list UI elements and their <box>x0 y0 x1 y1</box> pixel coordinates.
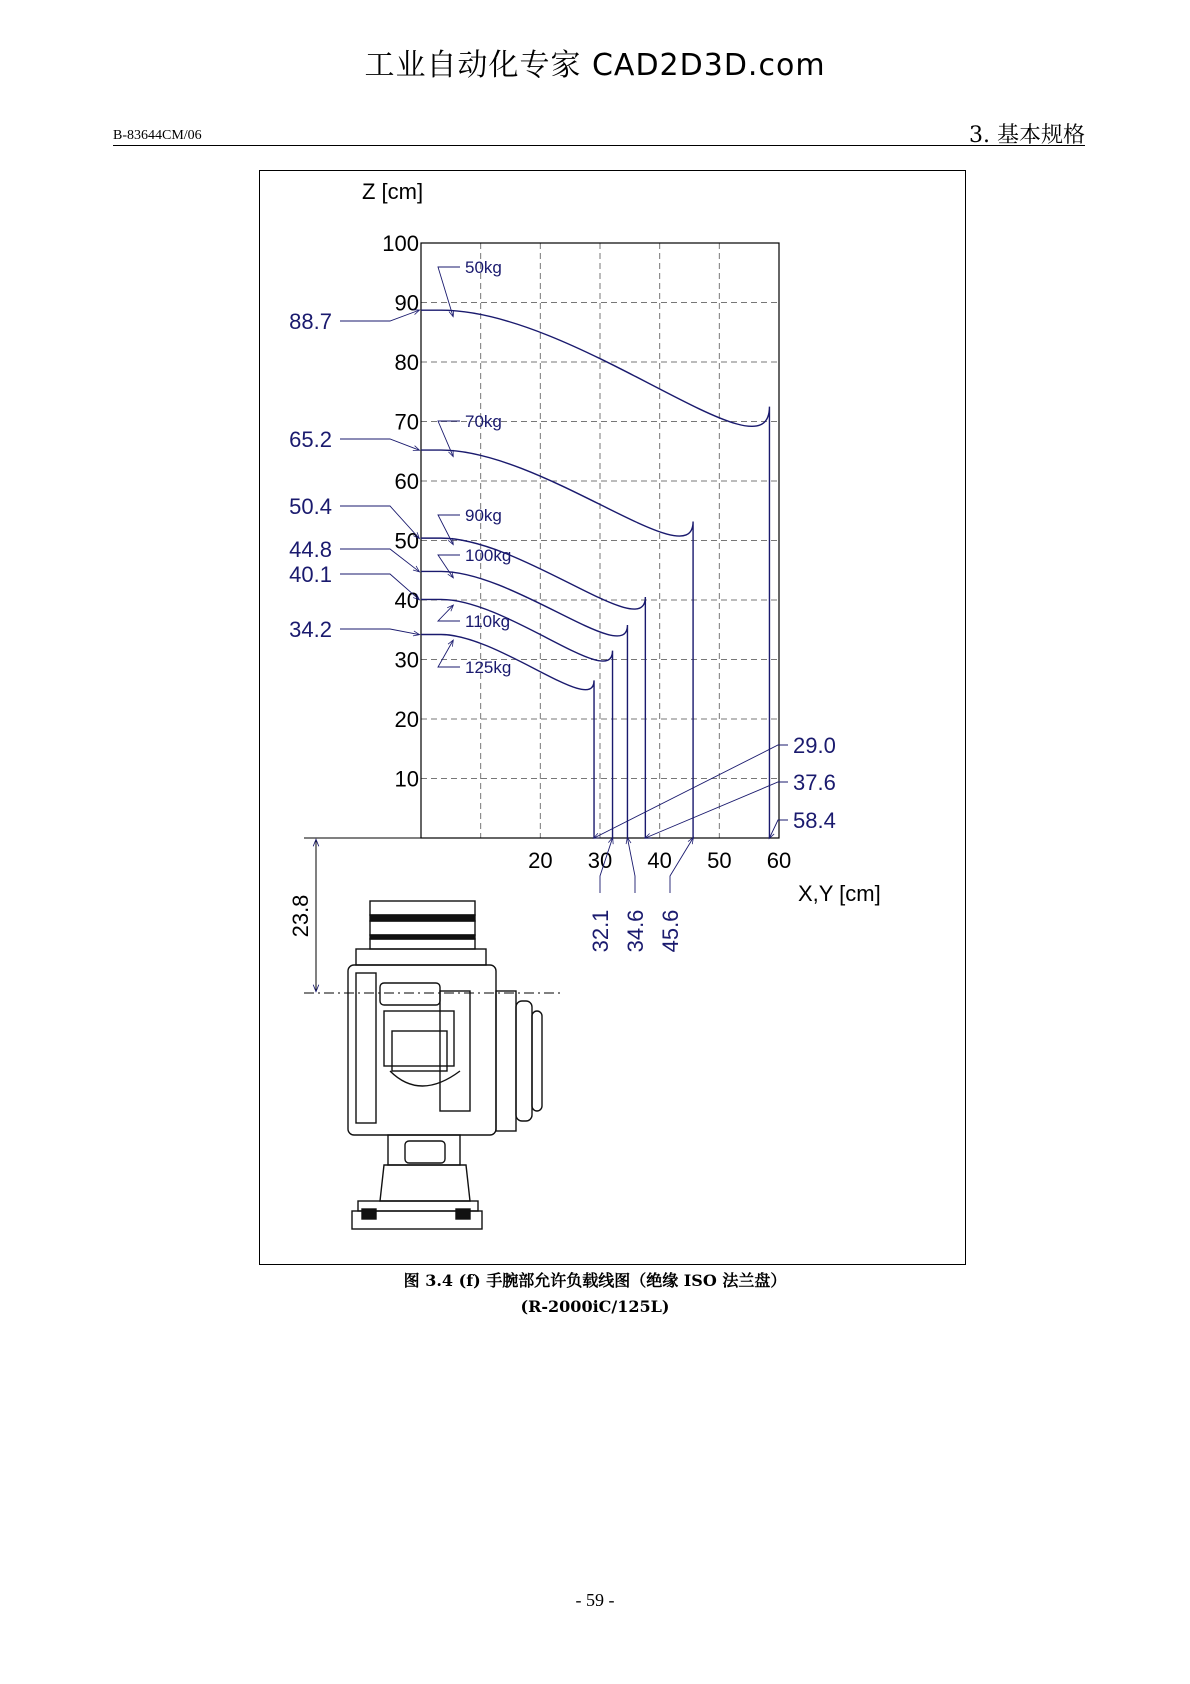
z-value-label-100kg: 44.8 <box>289 537 332 562</box>
z-value-label-70kg: 65.2 <box>289 427 332 452</box>
weight-label-110kg: 110kg <box>465 612 511 631</box>
page-number: - 59 - <box>575 1590 615 1610</box>
payload-curve-70kg <box>421 450 693 838</box>
weight-leader-50kg <box>438 267 460 316</box>
document-id: B-83644CM/06 <box>113 128 202 143</box>
x-value-label-70kg: 45.6 <box>658 909 683 953</box>
y-axis-label: Z [cm] <box>362 179 424 204</box>
z-leader-125kg <box>340 629 419 635</box>
y-tick-label: 100 <box>382 231 419 256</box>
y-tick-label: 20 <box>394 707 419 732</box>
z-value-label-110kg: 40.1 <box>289 562 332 587</box>
weight-label-90kg: 90kg <box>465 506 502 525</box>
x-value-label-125kg: 29.0 <box>793 733 836 758</box>
weight-leader-125kg <box>438 641 460 667</box>
x-value-label-90kg: 37.6 <box>793 770 836 795</box>
caption-line-2: (R-2000iC/125L) <box>520 1297 670 1316</box>
x-leader-70kg <box>670 838 693 893</box>
x-leader-100kg <box>627 838 635 893</box>
weight-leader-100kg <box>438 555 460 577</box>
wrist-flange-drawing <box>348 901 542 1229</box>
x-tick-label: 40 <box>647 848 672 873</box>
x-axis-label: X,Y [cm] <box>798 881 881 906</box>
figure-frame <box>259 170 966 1265</box>
y-tick-label: 40 <box>394 588 419 613</box>
x-tick-label: 60 <box>766 848 792 873</box>
y-tick-label: 60 <box>394 469 419 494</box>
z-value-label-125kg: 34.2 <box>289 617 332 642</box>
payload-chart <box>260 171 965 1264</box>
y-tick-label: 50 <box>394 528 419 554</box>
weight-label-50kg: 50kg <box>465 258 502 277</box>
y-tick-label: 10 <box>394 766 419 792</box>
y-tick-label: 30 <box>394 647 419 673</box>
z-leader-70kg <box>340 439 419 450</box>
header-rule <box>113 145 1085 146</box>
weight-label-125kg: 125kg <box>465 658 512 677</box>
y-tick-label: 90 <box>394 290 419 316</box>
x-leader-125kg <box>594 745 788 838</box>
weight-label-70kg: 70kg <box>465 412 502 431</box>
section-title: 3. 基本规格 <box>969 123 1085 148</box>
caption-line-1: 图 3.4 (f) 手腕部允许负载线图（绝缘 ISO 法兰盘） <box>403 1271 787 1290</box>
y-tick-label: 70 <box>394 409 419 435</box>
weight-label-100kg: 100kg <box>465 546 512 565</box>
payload-curve-50kg <box>421 310 769 838</box>
x-value-label-110kg: 32.1 <box>588 909 613 953</box>
y-tick-label: 80 <box>394 350 419 375</box>
x-value-label-100kg: 34.6 <box>623 909 648 953</box>
payload-curve-100kg <box>421 571 627 838</box>
x-leader-90kg <box>645 782 788 838</box>
figure-caption <box>0 1268 1190 1320</box>
x-value-label-50kg: 58.4 <box>793 808 836 833</box>
z-value-label-50kg: 88.7 <box>289 309 332 334</box>
weight-leader-110kg <box>438 605 460 621</box>
z-value-label-90kg: 50.4 <box>289 494 332 519</box>
x-tick-label: 20 <box>528 848 553 873</box>
x-tick-label: 30 <box>587 848 613 873</box>
payload-curve-90kg <box>421 538 645 838</box>
offset-dimension-label: 23.8 <box>288 894 313 938</box>
banner-title: 工业自动化专家 CAD2D3D.com <box>364 48 826 83</box>
x-tick-label: 50 <box>707 848 732 873</box>
